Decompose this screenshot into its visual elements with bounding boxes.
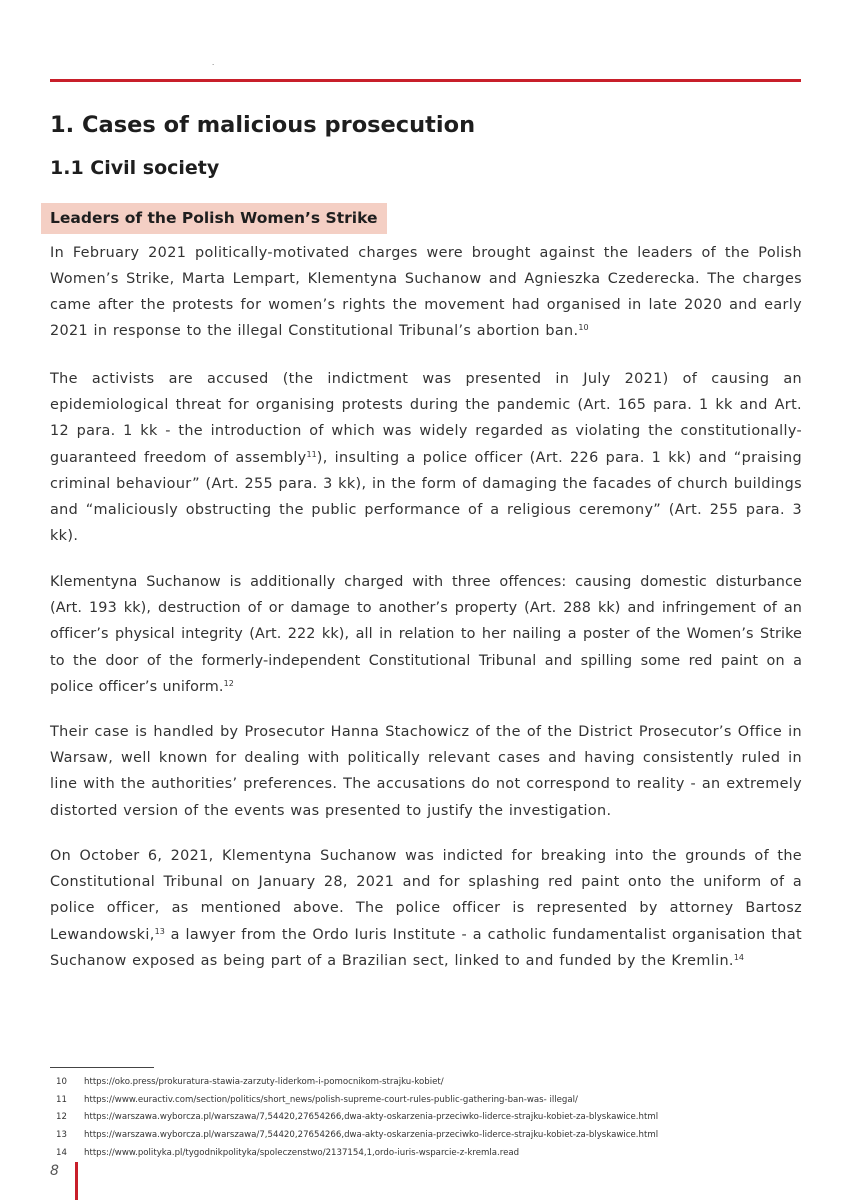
paragraph-4 bbox=[50, 719, 802, 824]
footer-accent-bar bbox=[75, 1162, 78, 1200]
paragraph-text: Klementyna Suchanow is additionally charged with three offences: causing domestic disturbance (Art. 193 kk), destruction of or damage to another’s property (Art. 288 kk) and infringement of an officer’s physical integrity (Art. 222 kk), all in relation to her nailing a poster of the Women’s Strike to the door of the formerly-independent Constitutional Tribunal and spilling some red paint on a police officer’s uniform. bbox=[50, 574, 802, 695]
footnote-ref[interactable]: 12 bbox=[223, 678, 234, 688]
header-dot: . bbox=[212, 58, 215, 67]
footnote-number: 10 bbox=[56, 1077, 67, 1087]
footnote-link[interactable]: https://www.polityka.pl/tygodnikpolityka/spoleczenstwo/2137154,1,ordo-iuris-wsparcie-z-kremla.read bbox=[84, 1147, 520, 1158]
footnote-ref[interactable]: 10 bbox=[578, 323, 589, 332]
paragraph-text: On October 6, 2021, Klementyna Suchanow was indicted for breaking into the grounds of the Constitutional Tribunal on January 28, 2021 and for splashing red paint onto the uniform of a police officer, as mentioned above. The police officer is represented by attorney Bartosz Lewandowski, bbox=[50, 848, 802, 943]
footnote-item bbox=[50, 1074, 810, 1092]
footnote-ref[interactable]: 11 bbox=[306, 449, 317, 459]
footnote-number: 14 bbox=[56, 1147, 67, 1158]
footnote-item bbox=[50, 1127, 810, 1145]
paragraph-5 bbox=[50, 843, 802, 974]
paragraph-2 bbox=[50, 366, 802, 549]
footnote-link[interactable]: https://warszawa.wyborcza.pl/warszawa/7,54420,27654266,dwa-akty-oskarzenia-przeciwko-liderce-strajku-kobiet-za-blyskawice.html bbox=[84, 1130, 659, 1141]
footnote-item bbox=[50, 1145, 810, 1163]
footnote-divider bbox=[50, 1067, 154, 1068]
footnote-item bbox=[50, 1092, 810, 1110]
paragraph-text: ), insulting a police officer (Art. 226 para. 1 kk) and “praising criminal behaviour” (Art. 255 para. 3 kk), in the form of damaging the facades of church buildings and “maliciously obstructing the public performance of a religious ceremony” (Art. 255 para. 3 kk). bbox=[50, 449, 802, 545]
footnote-item bbox=[50, 1109, 810, 1127]
paragraph-text: The activists are accused (the indictment was presented in July 2021) of causing an epidemiological threat for organising protests during the pandemic (Art. 165 para. 1 kk and Art. 12 para. 1 kk - the introduction of which was widely regarded as violating the constitutionally-guaranteed freedom of assembly bbox=[50, 371, 802, 466]
footnote-number: 13 bbox=[56, 1130, 67, 1141]
footnote-number: 11 bbox=[56, 1094, 67, 1105]
footnote-link[interactable]: https://warszawa.wyborcza.pl/warszawa/7,54420,27654266,dwa-akty-oskarzenia-przeciwko-liderce-strajku-kobiet-za-blyskawice.html bbox=[84, 1112, 659, 1123]
page-number: 8 bbox=[50, 1163, 59, 1179]
paragraph-3 bbox=[50, 569, 802, 700]
footnote-number: 12 bbox=[56, 1112, 67, 1123]
footnotes bbox=[50, 1074, 810, 1162]
footnote-ref[interactable]: 13 bbox=[154, 926, 165, 936]
footnote-ref[interactable]: 14 bbox=[733, 952, 745, 962]
footnote-link[interactable]: https://oko.press/prokuratura-stawia-zarzuty-liderkom-i-pomocnikom-strajku-kobiet/ bbox=[84, 1077, 444, 1087]
case-heading: Leaders of the Polish Women’s Strike bbox=[41, 203, 387, 234]
paragraph-text: In February 2021 politically-motivated charges were brought against the leaders of the Polish Women’s Strike, Marta Lempart, Klementyna Suchanow and Agnieszka Czederecka. The charges came after the protests for women’s rights the movement had organised in late 2020 and early 2021 in response to the illegal Constitutional Tribunal’s abortion ban. bbox=[50, 245, 802, 339]
paragraph-1 bbox=[50, 240, 802, 344]
paragraph-text: a lawyer from the Ordo Iuris Institute - a catholic fundamentalist organisation that Suchanow exposed as being part of a Brazilian sect, linked to and funded by the Kremlin. bbox=[50, 926, 802, 969]
paragraph-text: Their case is handled by Prosecutor Hanna Stachowicz of the of the District Prosecutor’s Office in Warsaw, well known for dealing with politically relevant cases and having consistently ruled in line with the authorities’ preferences. The accusations do not correspond to reality - an extremely distorted version of the events was presented to justify the investigation. bbox=[50, 724, 802, 819]
header-rule bbox=[50, 79, 801, 82]
footnote-link[interactable]: https://www.euractiv.com/section/politics/short_news/polish-supreme-court-rules-public-gathering-ban-was- illegal/ bbox=[84, 1094, 578, 1105]
subsection-title: 1.1 Civil society bbox=[50, 157, 220, 179]
section-title: 1. Cases of malicious prosecution bbox=[50, 112, 476, 138]
